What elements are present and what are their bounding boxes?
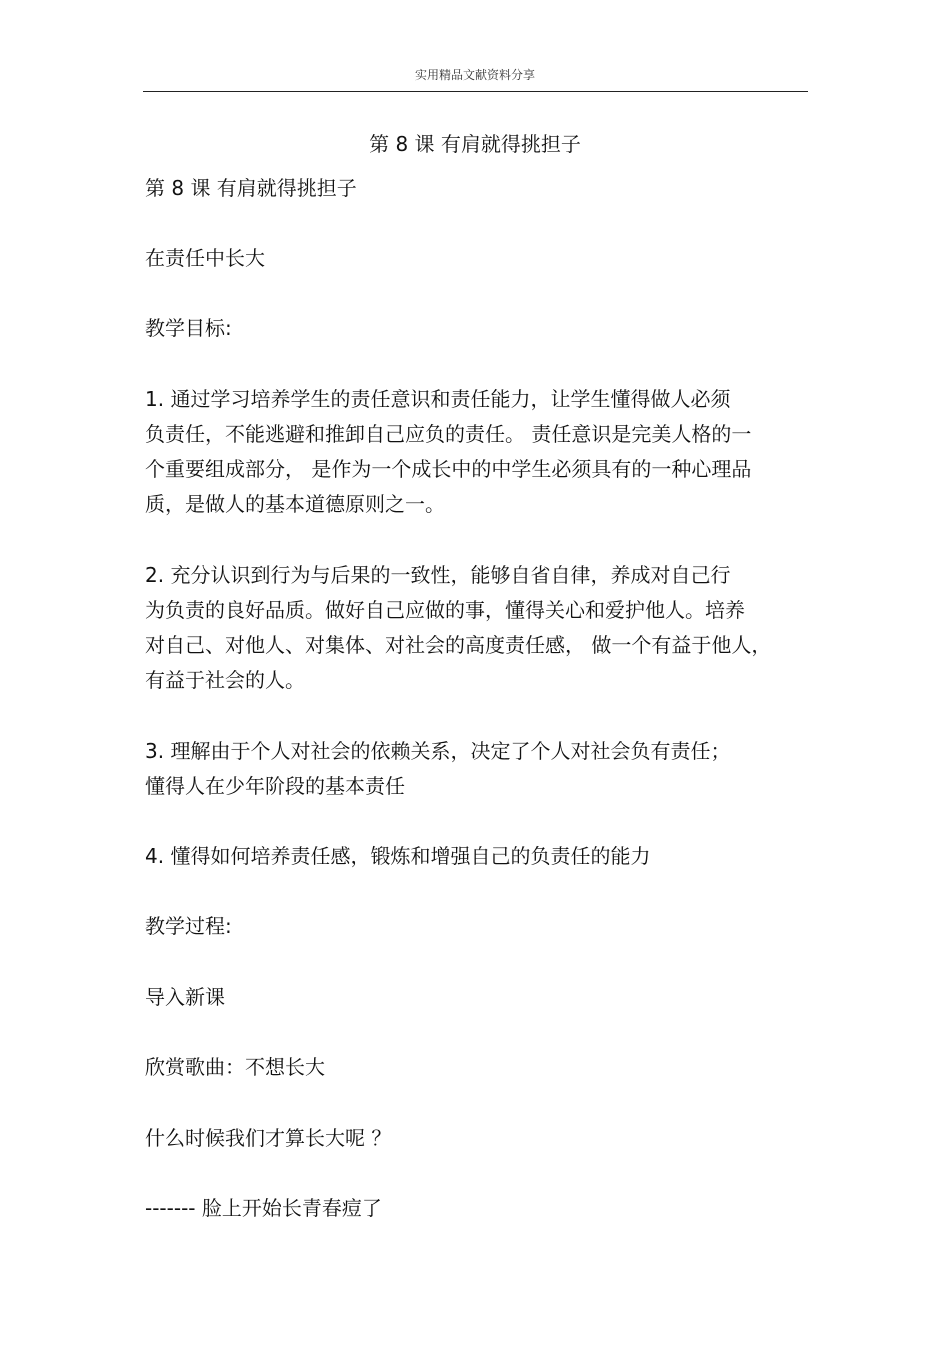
paragraph-line: ------- 脸上开始长青春痘了: [145, 1196, 382, 1220]
paragraph-line: 4. 懂得如何培养责任感，锻炼和增强自己的负责任的能力: [145, 844, 651, 868]
paragraph-line: 2. 充分认识到行为与后果的一致性，能够自省自律，养成对自己行: [145, 563, 731, 587]
paragraph-line: 1. 通过学习培养学生的责任意识和责任能力，让学生懂得做人必须: [145, 387, 731, 411]
process-heading: 教学过程:: [145, 914, 232, 938]
paragraph-line: 懂得人在少年阶段的基本责任: [145, 774, 405, 798]
paragraph-line: 有益于社会的人。: [145, 668, 305, 692]
paragraph-line: 负责任，不能逃避和推卸自己应负的责任。 责任意识是完美人格的一: [145, 422, 752, 446]
section-heading: 在责任中长大: [145, 246, 265, 270]
paragraph-line: 什么时候我们才算长大呢 ？: [145, 1126, 392, 1150]
paragraph-line: 3. 理解由于个人对社会的依赖关系，决定了个人对社会负有责任；: [145, 739, 731, 763]
paragraph-line: 对自己、对他人、对集体、对社会的高度责任感， 做一个有益于他人，: [145, 633, 772, 657]
subsection-heading: 导入新课: [145, 985, 225, 1009]
paragraph-line: 个重要组成部分， 是作为一个成长中的中学生必须具有的一种心理品: [145, 457, 752, 481]
paragraph-line: 质，是做人的基本道德原则之一。: [145, 492, 445, 516]
header-divider: [143, 91, 808, 92]
paragraph-line: 欣赏歌曲：不想长大: [145, 1055, 325, 1079]
page-header-text: 实用精品文献资料分享: [414, 68, 535, 82]
document-title: 第 8 课 有肩就得挑担子: [369, 132, 581, 156]
objectives-heading: 教学目标:: [145, 316, 232, 340]
paragraph-line: 为负责的良好品质。做好自己应做的事，懂得关心和爱护他人。培养: [145, 598, 745, 622]
lesson-heading: 第 8 课 有肩就得挑担子: [145, 176, 357, 200]
